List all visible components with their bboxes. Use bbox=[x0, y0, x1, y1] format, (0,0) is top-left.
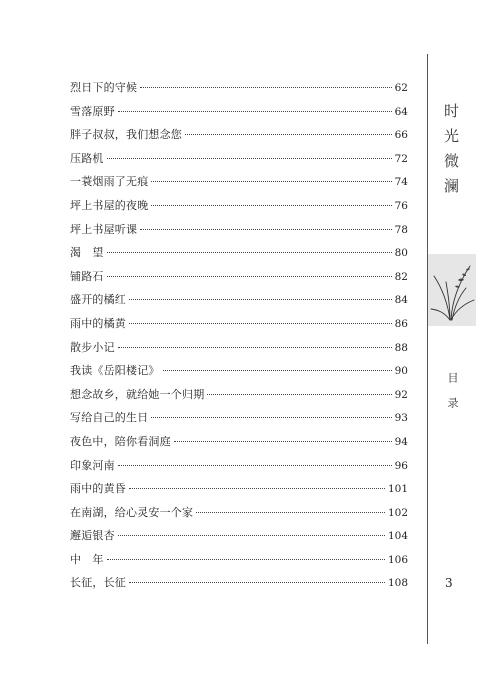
toc-entry-page: 94 bbox=[394, 435, 408, 448]
toc-leader-dots bbox=[107, 276, 392, 277]
toc-leader-dots bbox=[151, 181, 391, 182]
toc-leader-dots bbox=[129, 323, 392, 324]
toc-entry-title: 坪上书屋的夜晚 bbox=[70, 198, 149, 212]
toc-entry-title: 雪落原野 bbox=[70, 104, 115, 118]
toc-entry-title: 中 年 bbox=[70, 552, 104, 566]
toc-entry bbox=[70, 524, 408, 548]
toc-entry-page: 96 bbox=[394, 459, 408, 472]
toc-entry bbox=[70, 571, 408, 595]
toc-entry-page: 64 bbox=[394, 105, 408, 118]
section-label: 目录 bbox=[446, 372, 459, 422]
toc-entry-title: 雨中的黄昏 bbox=[70, 482, 126, 496]
toc-leader-dots bbox=[118, 111, 392, 112]
toc-entry bbox=[70, 548, 408, 572]
toc-entry-title: 长征，长征 bbox=[70, 576, 126, 590]
toc-entry bbox=[70, 477, 408, 501]
toc-entry bbox=[70, 406, 408, 430]
toc-entry-page: 78 bbox=[394, 223, 408, 236]
toc-entry-page: 102 bbox=[387, 506, 408, 519]
toc-entry-page: 66 bbox=[394, 129, 408, 142]
toc-entry-title: 印象河南 bbox=[70, 458, 115, 472]
toc-entry-title: 散步小记 bbox=[70, 340, 115, 354]
toc-entry-page: 90 bbox=[394, 365, 408, 378]
toc-entry-title: 铺路石 bbox=[70, 269, 104, 283]
toc-entry-page: 106 bbox=[387, 553, 408, 566]
toc-list bbox=[70, 76, 408, 595]
toc-leader-dots bbox=[196, 512, 385, 513]
toc-leader-dots bbox=[107, 559, 385, 560]
toc-entry bbox=[70, 123, 408, 147]
margin-divider bbox=[427, 54, 428, 644]
page-number: 3 bbox=[445, 576, 453, 590]
toc-entry-page: 76 bbox=[394, 199, 408, 212]
toc-entry-title: 夜色中，陪你看洞庭 bbox=[70, 434, 171, 448]
toc-leader-dots bbox=[118, 465, 392, 466]
orchid-icon bbox=[428, 254, 476, 326]
toc-entry-page: 62 bbox=[394, 82, 408, 94]
toc-entry bbox=[70, 288, 408, 312]
toc-entry-page: 84 bbox=[394, 294, 408, 307]
toc-leader-dots bbox=[107, 252, 392, 253]
toc-entry-page: 86 bbox=[394, 317, 408, 330]
toc-entry-title: 想念故乡，就给她一个归期 bbox=[70, 387, 205, 401]
toc-leader-dots bbox=[118, 535, 385, 536]
toc-entry bbox=[70, 430, 408, 454]
toc-entry bbox=[70, 265, 408, 289]
toc-entry-title: 盛开的橘红 bbox=[70, 293, 126, 307]
toc-entry bbox=[70, 454, 408, 478]
toc-leader-dots bbox=[151, 417, 391, 418]
toc-entry-page: 93 bbox=[394, 412, 408, 425]
toc-leader-dots bbox=[163, 370, 392, 371]
toc-entry bbox=[70, 218, 408, 242]
toc-entry-page: 101 bbox=[387, 483, 408, 496]
toc-entry bbox=[70, 312, 408, 336]
toc-leader-dots bbox=[129, 582, 385, 583]
toc-leader-dots bbox=[185, 134, 392, 135]
toc-entry bbox=[70, 194, 408, 218]
toc-entry-page: 80 bbox=[394, 247, 408, 260]
toc-entry-title: 邂逅银杏 bbox=[70, 529, 115, 543]
toc-entry bbox=[70, 147, 408, 171]
toc-entry-page: 104 bbox=[387, 530, 408, 543]
toc-entry bbox=[70, 241, 408, 265]
toc-leader-dots bbox=[140, 229, 391, 230]
toc-leader-dots bbox=[129, 488, 385, 489]
toc-entry-page: 82 bbox=[394, 270, 408, 283]
toc-entry-title: 一蓑烟雨了无痕 bbox=[70, 175, 149, 189]
toc-leader-dots bbox=[118, 347, 392, 348]
toc-leader-dots bbox=[174, 441, 392, 442]
toc-entry bbox=[70, 336, 408, 360]
toc-entry-title: 胖子叔叔，我们想念您 bbox=[70, 128, 182, 142]
toc-leader-dots bbox=[129, 299, 392, 300]
toc-entry-page: 92 bbox=[394, 388, 408, 401]
toc-entry-page: 74 bbox=[394, 176, 408, 189]
toc-leader-dots bbox=[140, 87, 391, 88]
toc-leader-dots bbox=[107, 158, 392, 159]
toc-entry bbox=[70, 359, 408, 383]
toc-entry-title: 压路机 bbox=[70, 151, 104, 165]
toc-entry-title: 我读《岳阳楼记》 bbox=[70, 364, 160, 378]
toc-entry bbox=[70, 501, 408, 525]
toc-entry-title: 烈日下的守候 bbox=[70, 81, 138, 94]
toc-leader-dots bbox=[207, 394, 391, 395]
toc-entry-title: 坪上书屋听课 bbox=[70, 222, 138, 236]
toc-entry-title: 在南湖，给心灵安一个家 bbox=[70, 505, 194, 519]
toc-entry-title: 渴 望 bbox=[70, 246, 104, 260]
toc-entry bbox=[70, 383, 408, 407]
toc-entry bbox=[70, 76, 408, 100]
toc-entry-page: 88 bbox=[394, 341, 408, 354]
toc-entry-title: 雨中的橘黄 bbox=[70, 316, 126, 330]
toc-entry-page: 72 bbox=[394, 152, 408, 165]
toc-entry-title: 写给自己的生日 bbox=[70, 411, 149, 425]
toc-entry bbox=[70, 170, 408, 194]
toc-entry-page: 108 bbox=[387, 577, 408, 590]
book-title: 时光微澜 bbox=[442, 103, 460, 203]
toc-entry bbox=[70, 100, 408, 124]
toc-leader-dots bbox=[151, 205, 391, 206]
